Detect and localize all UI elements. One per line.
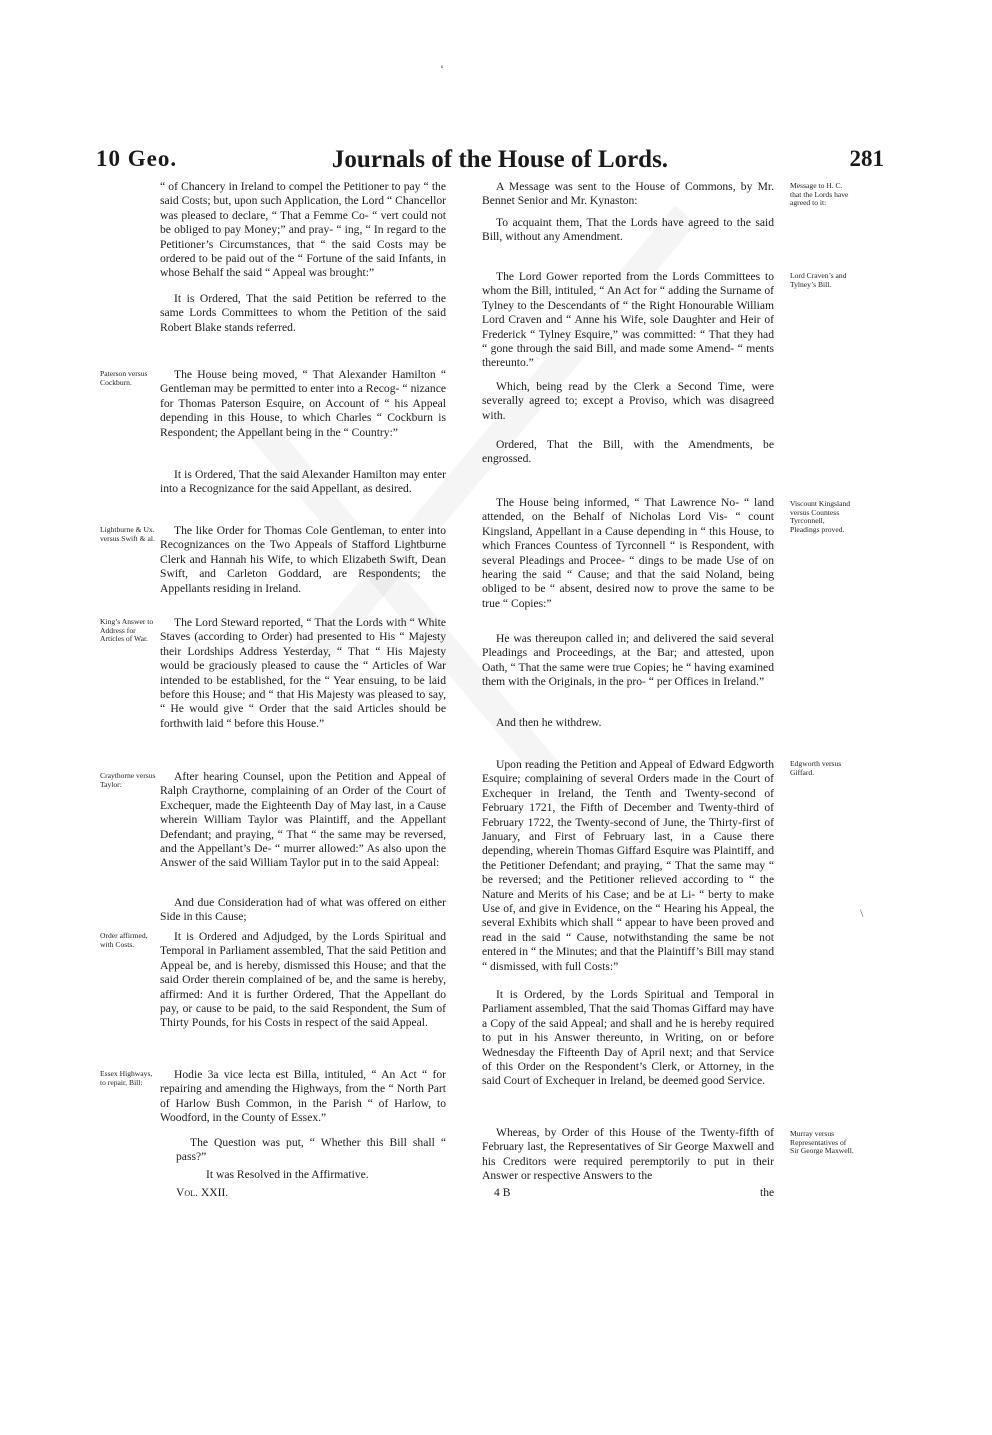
paragraph: The House being informed, “ That Lawrence No- “ land attended, on the Behalf of Nicholas Lord Vis- “ count Kingsland, Appellant in a Cause depending in “ this House, to which Frances Countess of Tyrconnell “ is Respondent, with several Pleadings and Procee- “ dings to be made Use of on hearing the said “ Cause; and that the said Noland, being obliged to be “ absent, desired now to prove the same to be true “ Copies:” — [482, 496, 774, 610]
page-title: Journals of the House of Lords. — [331, 146, 669, 173]
paragraph: After hearing Counsel, upon the Petition and Appeal of Ralph Craythorne, complaining of an Order of the Court of Exchequer, made the Eighteenth Day of May last, in a Cause wherein William Taylor was Plaintiff, and the Appellant Defendant; and praying, “ That “ the same may be reversed, and the Appellant’s De- “ murrer allowed:” As also upon the Answer of the said William Taylor put in to the said Appeal: — [160, 770, 446, 870]
paragraph: The House being moved, “ That Alexander Hamilton “ Gentleman may be permitted to enter into a Recog- “ nizance for Thomas Paterson Esquire, on Account of “ his Appeal depending in this House, to which Charles “ Cockburn is Respondent; the Appellant being in the “ Country:” — [160, 368, 446, 439]
paragraph: It was Resolved in the Affirmative. — [206, 1168, 369, 1181]
marginal-note: Paterson versus Cockburn. — [100, 369, 148, 387]
paragraph: The Lord Gower reported from the Lords Committees to whom the Bill, intituled, “ An Act for “ adding the Surname of Tylney to the Descendants of “ the Right Honourable William Lord Craven and “ Anne his Wife, sole Daughter and Heir of Frederick “ Tylney Esquire,” was committed: “ That they had “ gone through the said Bill, and made some Amend- “ ments thereunto.” — [482, 270, 774, 370]
marginal-note: Craythorne versus Taylor: — [100, 771, 156, 789]
marginal-note: Viscount Kingsland versus Countess Tyrconnell, Pleadings proved. — [790, 499, 851, 534]
paragraph: It is Ordered, That the said Alexander Hamilton may enter into a Recognizance for the said Appellant, as desired. — [160, 468, 446, 496]
paragraph: Which, being read by the Clerk a Second Time, were severally agreed to; except a Proviso, which was disagreed with. — [482, 380, 774, 422]
paragraph: It is Ordered, by the Lords Spiritual and Temporal in Parliament assembled, That the said Thomas Giffard may have a Copy of the said Appeal; and shall and he is hereby required to put in his Answer thereunto, in Writing, on or before Wednesday the Fifteenth Day of April next; and that Service of this Order on the Respondent’s Clerk, or Attorney, in the said Court of Exchequer in Ireland, be deemed good Service. — [482, 988, 774, 1088]
paragraph: It is Ordered and Adjudged, by the Lords Spiritual and Temporal in Parliament assembled, That the said Petition and Appeal be, and is hereby, dismissed this House; and that the said Order therein complained of be, and the same is hereby, affirmed: And it is further Ordered, That the Appellant do pay, or cause to be paid, to the said Respondent, the Sum of Thirty Pounds, for his Costs in respect of the said Appeal. — [160, 930, 446, 1030]
paragraph: The Lord Steward reported, “ That the Lords with “ White Staves (according to Order) had presented to His “ Majesty their Lordships Address Yesterday, “ That “ His Majesty would be graciously pleased to cause the “ Articles of War intended to be established, for the “ Year ensuing, to be laid before this House; and “ that His Majesty was pleased to say, “ He would give “ Order that the said Articles should be forthwith laid “ before this House.” — [160, 616, 446, 730]
page-number: 281 — [849, 146, 884, 171]
marginal-note: Essex Highways, to repair, Bill: — [100, 1069, 153, 1087]
paragraph: Whereas, by Order of this House of the Twenty-fifth of February last, the Representatives of Sir George Maxwell and his Creditors were required peremptorily to put in their Answer or respective Answers to the — [482, 1126, 774, 1183]
paragraph: Hodie 3a vice lecta est Billa, intituled, “ An Act “ for repairing and amending the Highways, from the “ North Part of Harlow Bush Common, in the Parish “ of Harlow, to Woodford, in the County of Essex.” — [160, 1068, 446, 1125]
volume-label: Vol. XXII. — [176, 1186, 229, 1199]
paragraph: And then he withdrew. — [496, 716, 602, 729]
paragraph: The Question was put, “ Whether this Bill shall “ pass?” — [176, 1136, 446, 1164]
marginal-note: Edgworth versus Giffard. — [790, 759, 842, 777]
marginal-note: Lightburne & Ux. versus Swift & al. — [100, 525, 155, 543]
marginal-note: Lord Craven’s and Tylney’s Bill. — [790, 271, 847, 289]
paragraph: To acquaint them, That the Lords have agreed to the said Bill, without any Amendment. — [482, 216, 774, 244]
catchword: the — [760, 1186, 775, 1199]
paragraph: “ of Chancery in Ireland to compel the Petitioner to pay “ the said Costs; but, upon such Application, the Lord “ Chancellor was pleased to declare, “ That a Femme Co- “ vert could not be obliged to pay Money;” and pray- “ ing, “ In regard to the Petitioner’s Circumstances, that “ the said Costs may be ordered to be paid out of the “ Fortune of the said Infants, in whose Behalf the said “ Appeal was brought:” — [160, 180, 446, 280]
paragraph: He was thereupon called in; and delivered the said several Pleadings and Proceedings, at the Bar; and attested, upon Oath, “ That the same were true Copies; he “ having examined them with the Originals, in the pro- “ per Offices in Ireland.” — [482, 632, 774, 689]
marginal-note: Murray versus Representatives of Sir George Maxwell. — [790, 1129, 854, 1156]
marginal-note: Order affirmed, with Costs. — [100, 931, 148, 949]
marginal-note: King’s Answer to Address for Articles of War. — [100, 617, 154, 644]
paragraph: And due Consideration had of what was offered on either Side in this Cause; — [160, 896, 446, 924]
paragraph: Ordered, That the Bill, with the Amendments, be engrossed. — [482, 438, 774, 466]
page-header-left: 10 Geo. — [96, 146, 178, 171]
paragraph: A Message was sent to the House of Commons, by Mr. Bennet Senior and Mr. Kynaston: — [482, 180, 774, 208]
paragraph: Upon reading the Petition and Appeal of Edward Edgworth Esquire; complaining of several Orders made in the Court of Exchequer in Ireland, the Tenth and Twenty-second of February 1721, the Fifth of December and Twenty-third of February 1722, the Twenty-second of June, the Thirty-first of January, and First of February last, in a Cause there depending, wherein Thomas Giffard Esquire was Plaintiff, and the Petitioner Defendant; and praying, “ That the same may “ be reversed; and the Petitioner relieved according to “ the Nature and Merits of his Case; and be at Li- “ berty to make Use of, and give in Evidence, on the “ Hearing his Appeal, the several Exhibits which shall “ appear to have been proved and read in the said “ Cause, notwithstanding the same be not entered in “ the Minutes; and that the Plaintiff’s Bill may stand “ dismissed, with full Costs:” — [482, 758, 774, 973]
paragraph: The like Order for Thomas Cole Gentleman, to enter into Recognizances on the Two Appeals of Stafford Lightburne Clerk and Hannah his Wife, to which Elizabeth Swift, Dean Swift, and Carleton Goddard, are Respondents; the Appellants residing in Ireland. — [160, 524, 446, 595]
signature-mark: 4 B — [494, 1186, 511, 1199]
marginal-note: Message to H. C. that the Lords have agreed to it: — [790, 181, 849, 208]
paragraph: It is Ordered, That the said Petition be referred to the same Lords Committees to whom the Petition of the said Robert Blake stands referred. — [160, 292, 446, 334]
